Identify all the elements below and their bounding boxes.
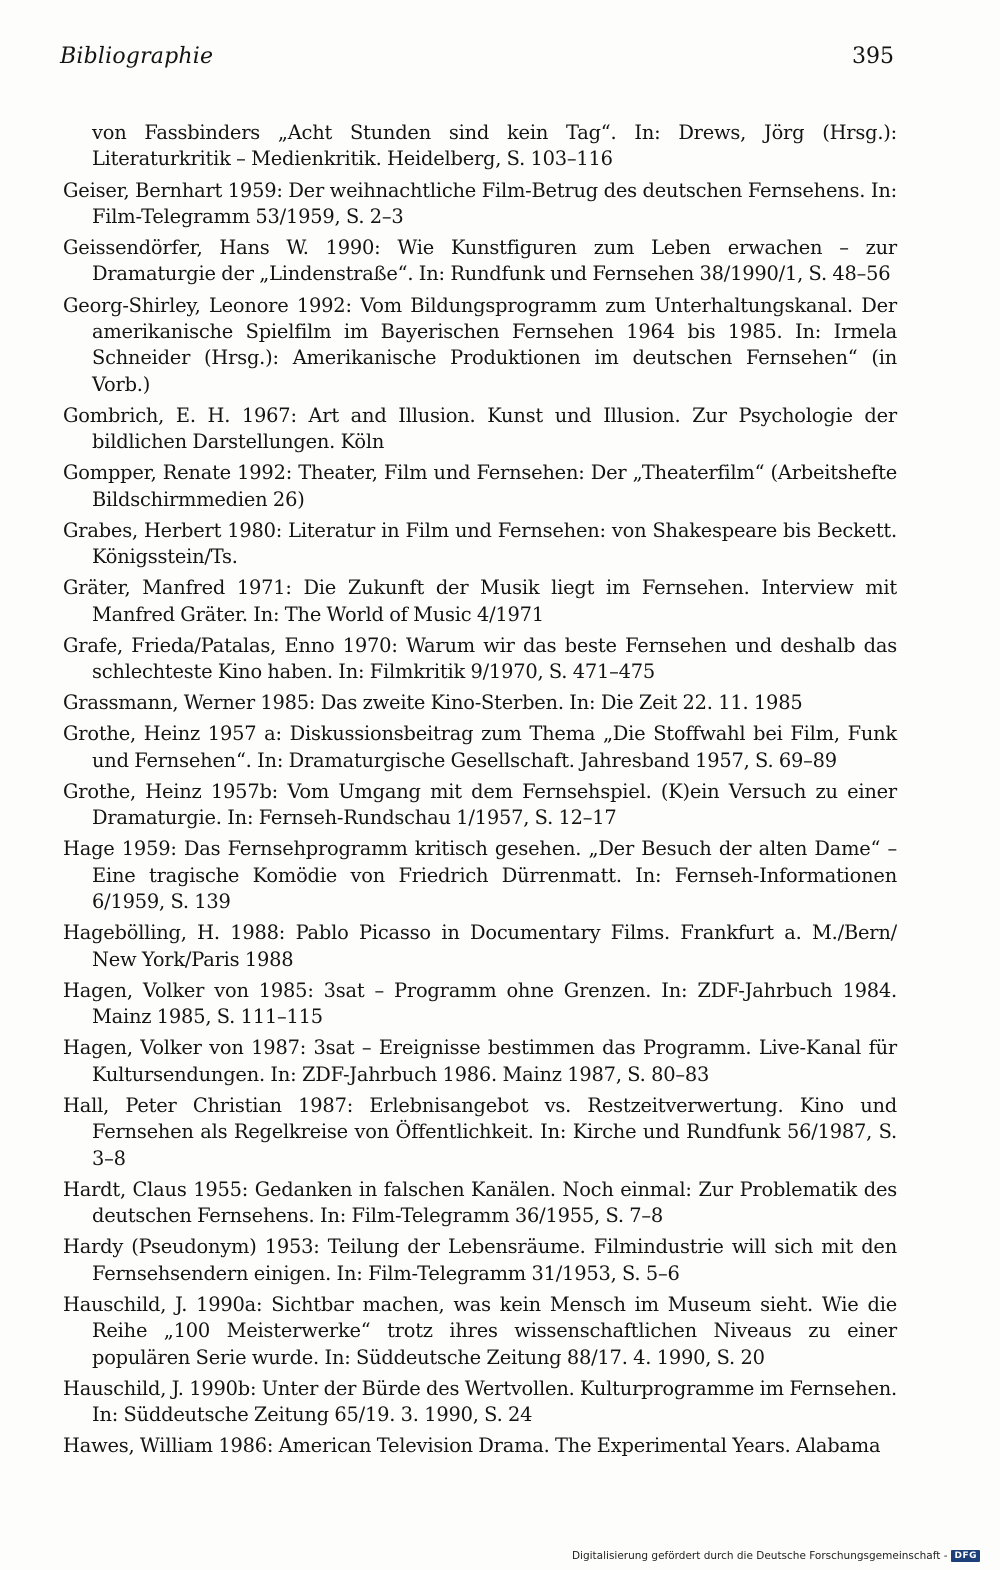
bibliography-entry: Hagen, Volker von 1985: 3sat – Programm ohne Grenzen. In: ZDF-Jahrbuch 1984. Mainz 1985, S. 111–115 xyxy=(63,978,897,1029)
bibliography-entry: Grabes, Herbert 1980: Literatur in Film und Fernsehen: von Shakespeare bis Beckett. Königsstein/Ts. xyxy=(63,518,897,569)
bibliography-entry: Hardy (Pseudonym) 1953: Teilung der Lebensräume. Filmindustrie will sich mit den Fernsehsendern einigen. In: Film-Telegramm 31/1953, S. 5–6 xyxy=(63,1235,897,1285)
bibliography-entry: Grassmann, Werner 1985: Das zweite Kino-Sterben. In: Die Zeit 22. 11. 1985 xyxy=(63,691,803,715)
bibliography-entry: Hauschild, J. 1990a: Sichtbar machen, was kein Mensch im Museum sieht. Wie die Reihe „100 Meisterwerke“ trotz ihres wissenschaftlichen Niveaus zu einer populären Serie wurde. In: Süddeutsche Zeitung 88/17. 4. 1990, S. 20 xyxy=(63,1292,897,1369)
footer-text: Digitalisierung gefördert durch die Deutsche Forschungsgemeinschaft - xyxy=(571,1550,948,1562)
running-head: Bibliographie xyxy=(60,44,214,69)
bibliography-entry: Hall, Peter Christian 1987: Erlebnisangebot vs. Restzeitverwertung. Kino und Fernsehen als Regelkreise von Öffentlichkeit. In: Kirche und Rundfunk 56/1987, S. 3–8 xyxy=(63,1093,897,1170)
bibliography-entry: von Fassbinders „Acht Stunden sind kein Tag“. In: Drews, Jörg (Hrsg.): Literaturkritik – Medienkritik. Heidelberg, S. 103–116 xyxy=(92,121,897,171)
bibliography-entry: Hardt, Claus 1955: Gedanken in falschen Kanälen. Noch einmal: Zur Problematik des deutschen Fernsehens. In: Film-Telegramm 36/1955, S. 7–8 xyxy=(63,1177,897,1228)
bibliography-entry: Gombrich, E. H. 1967: Art and Illusion. Kunst und Illusion. Zur Psychologie der bildlichen Darstellungen. Köln xyxy=(63,403,897,454)
bibliography-entry: Hage 1959: Das Fernsehprogramm kritisch gesehen. „Der Besuch der alten Dame“ – Eine tragische Komödie von Friedrich Dürrenmatt. In: Fernseh-Informationen 6/1959, S. 139 xyxy=(63,837,897,914)
bibliography-entry: Grafe, Frieda/Patalas, Enno 1970: Warum wir das beste Fernsehen und deshalb das schlechteste Kino haben. In: Filmkritik 9/1970, S. 471–475 xyxy=(63,633,897,684)
dfg-logo: DFG xyxy=(951,1550,980,1562)
bibliography-entry: Georg-Shirley, Leonore 1992: Vom Bildungsprogramm zum Unterhaltungskanal. Der amerikanische Spielfilm im Bayerischen Fernsehen 1964 bis 1985. In: Irmela Schneider (Hrsg.): Amerikanische Produktionen im deutschen Fernsehen“ (in Vorb.) xyxy=(63,293,897,396)
bibliography-entry: Gompper, Renate 1992: Theater, Film und Fernsehen: Der „Theaterfilm“ (Arbeitshefte Bildschirmmedien 26) xyxy=(63,461,897,511)
bibliography-entry: Gräter, Manfred 1971: Die Zukunft der Musik liegt im Fernsehen. Interview mit Manfred Gräter. In: The World of Music 4/1971 xyxy=(63,576,897,626)
bibliography-entry: Grothe, Heinz 1957 a: Diskussionsbeitrag zum Thema „Die Stoffwahl bei Film, Funk und Fernsehen“. In: Dramaturgische Gesellschaft. Jahresband 1957, S. 69–89 xyxy=(63,722,897,772)
bibliography-entry: Hagen, Volker von 1987: 3sat – Ereignisse bestimmen das Programm. Live-Kanal für Kultursendungen. In: ZDF-Jahrbuch 1986. Mainz 1987, S. 80–83 xyxy=(63,1036,897,1086)
bibliography-list xyxy=(63,120,897,1464)
bibliography-entry: Geiser, Bernhart 1959: Der weihnachtliche Film-Betrug des deutschen Fernsehens. In: Film-Telegramm 53/1959, S. 2–3 xyxy=(63,178,897,228)
digitization-footer xyxy=(572,1550,980,1562)
page-number: 395 xyxy=(852,44,894,69)
bibliography-entry: Hawes, William 1986: American Television Drama. The Experimental Years. Alabama xyxy=(63,1434,881,1458)
bibliography-entry: Hauschild, J. 1990b: Unter der Bürde des Wertvollen. Kulturprogramme im Fernsehen. In: Süddeutsche Zeitung 65/19. 3. 1990, S. 24 xyxy=(63,1376,897,1427)
bibliography-entry: Grothe, Heinz 1957b: Vom Umgang mit dem Fernsehspiel. (K)ein Versuch zu einer Dramaturgie. In: Fernseh-Rundschau 1/1957, S. 12–17 xyxy=(63,779,897,830)
bibliography-entry: Geissendörfer, Hans W. 1990: Wie Kunstfiguren zum Leben erwachen – zur Dramaturgie der „Lindenstraße“. In: Rundfunk und Fernsehen 38/1990/1, S. 48–56 xyxy=(63,236,897,286)
bibliography-entry: Hagebölling, H. 1988: Pablo Picasso in Documentary Films. Frankfurt a. M./Bern/ New York/Paris 1988 xyxy=(63,921,897,971)
